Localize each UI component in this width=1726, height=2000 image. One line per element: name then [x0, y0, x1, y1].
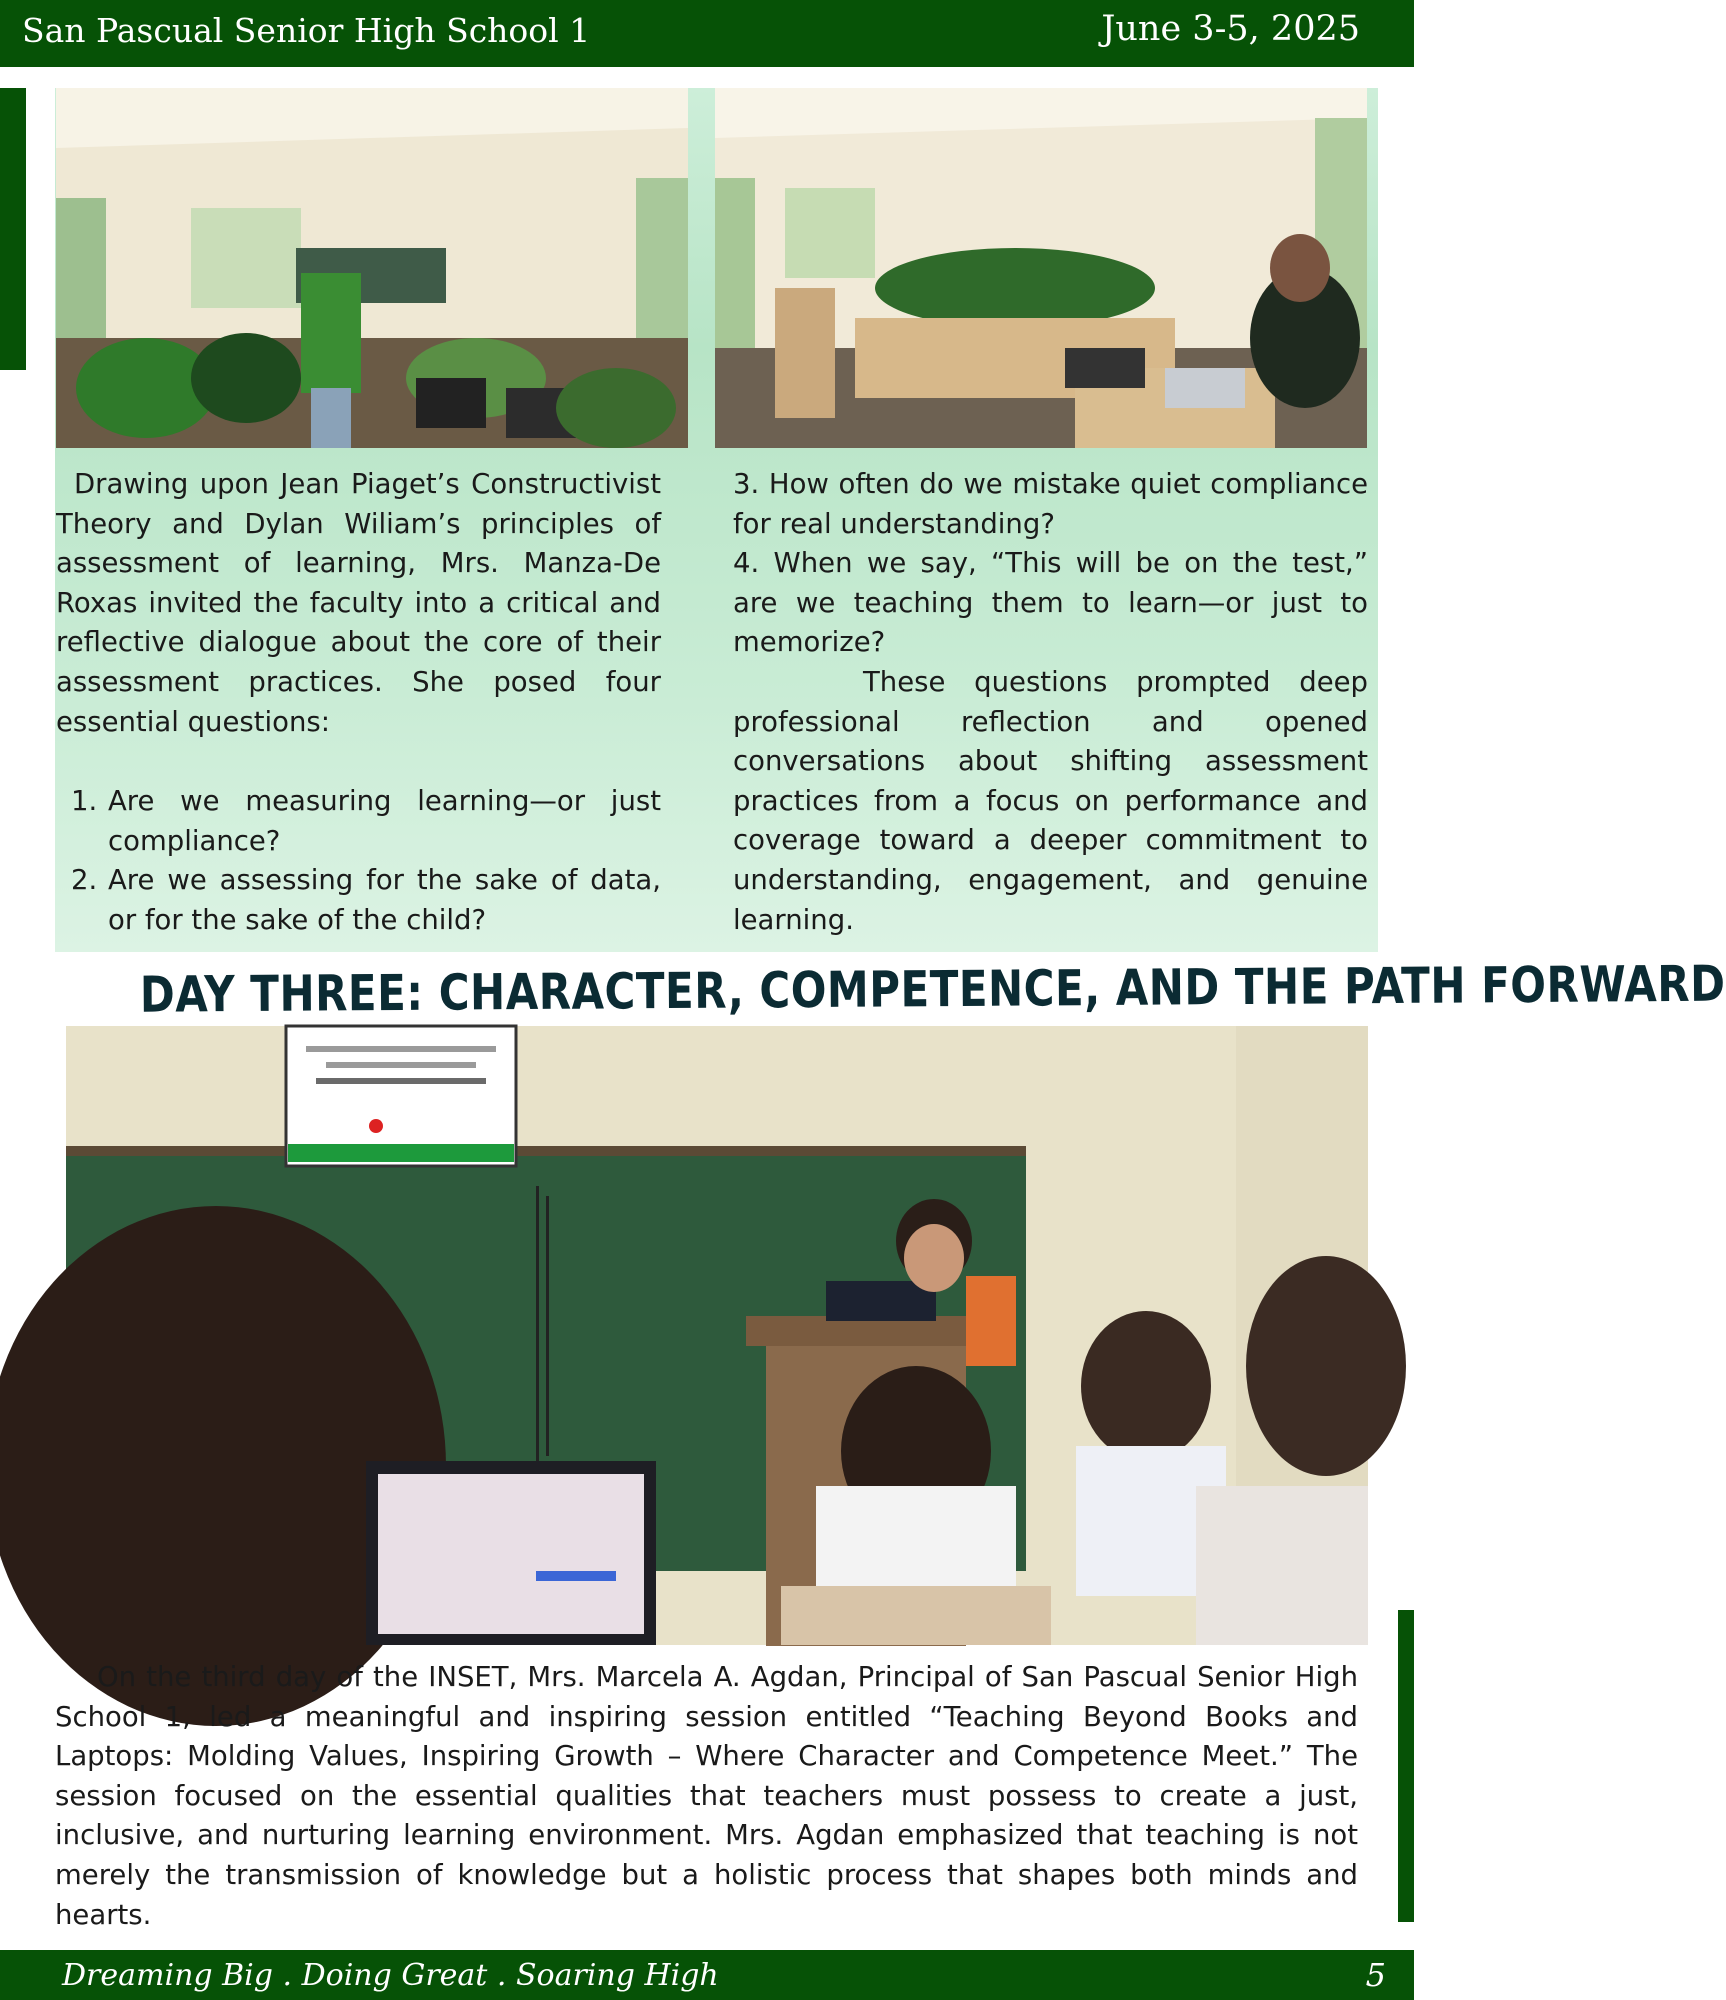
day-three-paragraph: On the third day of the INSET, Mrs. Marcela A. Agdan, Principal of San Pascual Senior High School 1, led a meaningful and inspiring session entitled “Teaching Beyond Books and Laptops: Molding Values, Inspiring Growth – Where Character and Competence Meet.” The session focused on the essential qualities that teachers must possess to create a just, inclusive, and nurturing learning environment. Mrs. Agdan emphasized that teaching is not merely the transmission of knowledge but a holistic process that shapes both minds and hearts.	[55, 1661, 1358, 1931]
header-bar	[0, 0, 1414, 67]
session-photo	[66, 1026, 1368, 1645]
page-number: 5	[1365, 1956, 1386, 1994]
classroom-photo-2	[715, 88, 1367, 448]
question-3: 3. How often do we mistake quiet compliance for real understanding?	[733, 468, 1368, 540]
question-4: 4. When we say, “This will be on the test,” are we teaching them to learn—or just to memorize?	[733, 547, 1368, 659]
classroom-photo-1	[56, 88, 688, 448]
reflection-paragraph: These questions prompted deep professional reflection and opened conversations about shifting assessment practices from a focus on performance and coverage toward a deeper commitment to understanding, engagement, and genuine learning.	[733, 665, 1368, 936]
intro-paragraph: Drawing upon Jean Piaget’s Constructivist Theory and Dylan Wiliam’s principles of assessment of learning, Mrs. Manza-De Roxas invited the faculty into a critical and reflective dialogue about the core of their assessment practices. She posed four essential questions:	[56, 468, 661, 738]
right-column-text	[733, 465, 1368, 940]
list-item: 2. Are we assessing for the sake of data, or for the sake of the child?	[106, 861, 661, 940]
footer-bar	[0, 1950, 1414, 2000]
left-accent-bar	[0, 88, 26, 370]
list-item: 1. Are we measuring learning—or just compliance?	[106, 782, 661, 861]
question-list	[56, 782, 661, 940]
school-name: San Pascual Senior High School 1	[22, 11, 591, 50]
left-column-text	[56, 465, 661, 941]
footer-motto: Dreaming Big . Doing Great . Soaring High	[62, 1958, 719, 1993]
issue-date: June 3-5, 2025	[1101, 9, 1360, 49]
day-three-heading: DAY THREE: CHARACTER, COMPETENCE, AND THE PATH FORWARD	[139, 954, 1726, 1024]
right-accent-bar	[1398, 1610, 1414, 1922]
